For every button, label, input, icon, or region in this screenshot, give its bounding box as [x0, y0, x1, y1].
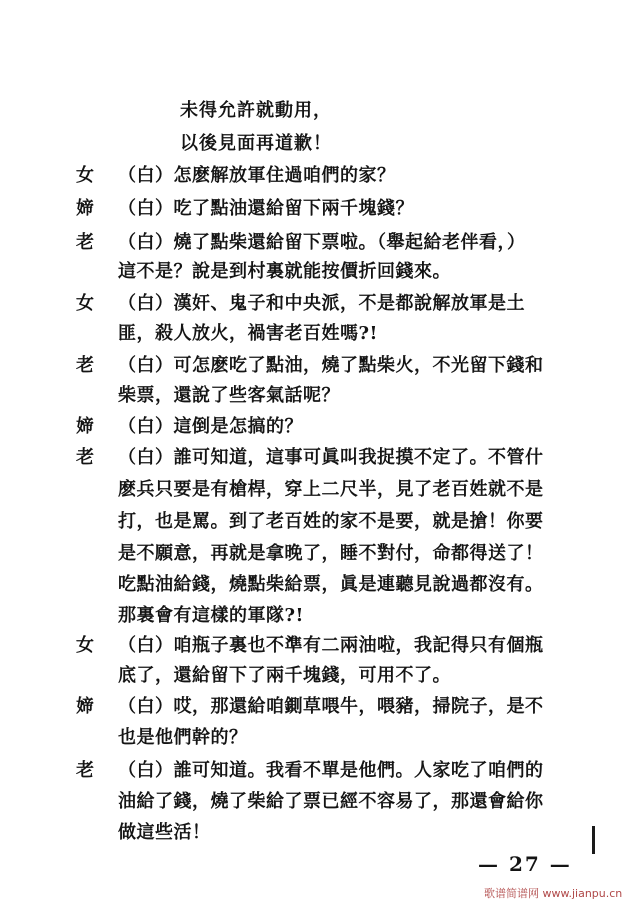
dialogue-line: 底了，還給留下了兩千塊錢，可用不了。: [118, 665, 451, 686]
dialogue-line: 做這些活！: [118, 822, 211, 843]
speaker-label: 老: [76, 232, 94, 253]
dialogue-line: 匪，殺人放火，禍害老百姓嗎?!: [118, 323, 378, 344]
page-number: — 27 —: [478, 852, 572, 876]
dialogue-line: （白）咱瓶子裏也不準有二兩油啦，我記得只有個瓶: [118, 635, 544, 656]
speaker-label: 女: [76, 293, 94, 314]
watermark: 歌谱简谱网 www.jianpu.cn: [484, 887, 623, 900]
dialogue-line: 油給了錢，燒了柴給了票已經不容易了，那還會給你: [118, 791, 544, 812]
dialogue-line: 是不願意，再就是拿晚了，睡不對付，命都得送了！: [118, 543, 544, 564]
dialogue-line: 那裏會有這樣的軍隊?!: [118, 605, 304, 626]
speaker-label: 老: [76, 355, 94, 376]
dialogue-line: （白）漢奸、鬼子和中央派，不是都說解放軍是土: [118, 293, 525, 314]
speaker-label: 女: [76, 635, 94, 656]
verse-line-2: 以後見面再道歉！: [180, 133, 332, 154]
dialogue-line: 也是他們幹的？: [118, 727, 248, 748]
dialogue-line: 這不是？說是到村裏就能按價折回錢來。: [118, 261, 451, 282]
verse-line-1: 未得允許就動用，: [180, 100, 332, 121]
dialogue-line: （白）吃了點油還給留下兩千塊錢？: [118, 198, 414, 219]
dialogue-line: （白）誰可知道。我看不單是他們。人家吃了咱們的: [118, 760, 544, 781]
edge-mark: [592, 826, 595, 854]
dialogue-line: （白）哎，那還給咱鍘草喂牛，喂豬，掃院子，是不: [118, 696, 544, 717]
dialogue-line: 柴票，還說了些客氣話呢？: [118, 385, 340, 406]
dialogue-line: （白）燒了點柴還給留下票啦。（舉起給老伴看，）: [118, 232, 526, 253]
dialogue-line: 吃點油給錢，燒點柴給票，眞是連聽見說過都沒有。: [118, 574, 544, 595]
speaker-label: 女: [76, 165, 94, 186]
speaker-label: 媂: [76, 696, 94, 717]
speaker-label: 媂: [76, 416, 94, 437]
speaker-label: 老: [76, 760, 94, 781]
speaker-label: 老: [76, 447, 94, 468]
dialogue-line: （白）這倒是怎搞的？: [118, 416, 303, 437]
speaker-label: 媂: [76, 198, 94, 219]
dialogue-line: （白）怎麽解放軍住過咱們的家？: [118, 165, 396, 186]
dialogue-line: 麽兵只要是有槍桿，穿上二尺半，見了老百姓就不是: [118, 479, 544, 500]
dialogue-line: （白）可怎麽吃了點油，燒了點柴火，不光留下錢和: [118, 355, 544, 376]
dialogue-line: （白）誰可知道，這事可眞叫我捉摸不定了。不管什: [118, 447, 544, 468]
dialogue-line: 打，也是罵。到了老百姓的家不是要，就是搶！你要: [118, 511, 544, 532]
